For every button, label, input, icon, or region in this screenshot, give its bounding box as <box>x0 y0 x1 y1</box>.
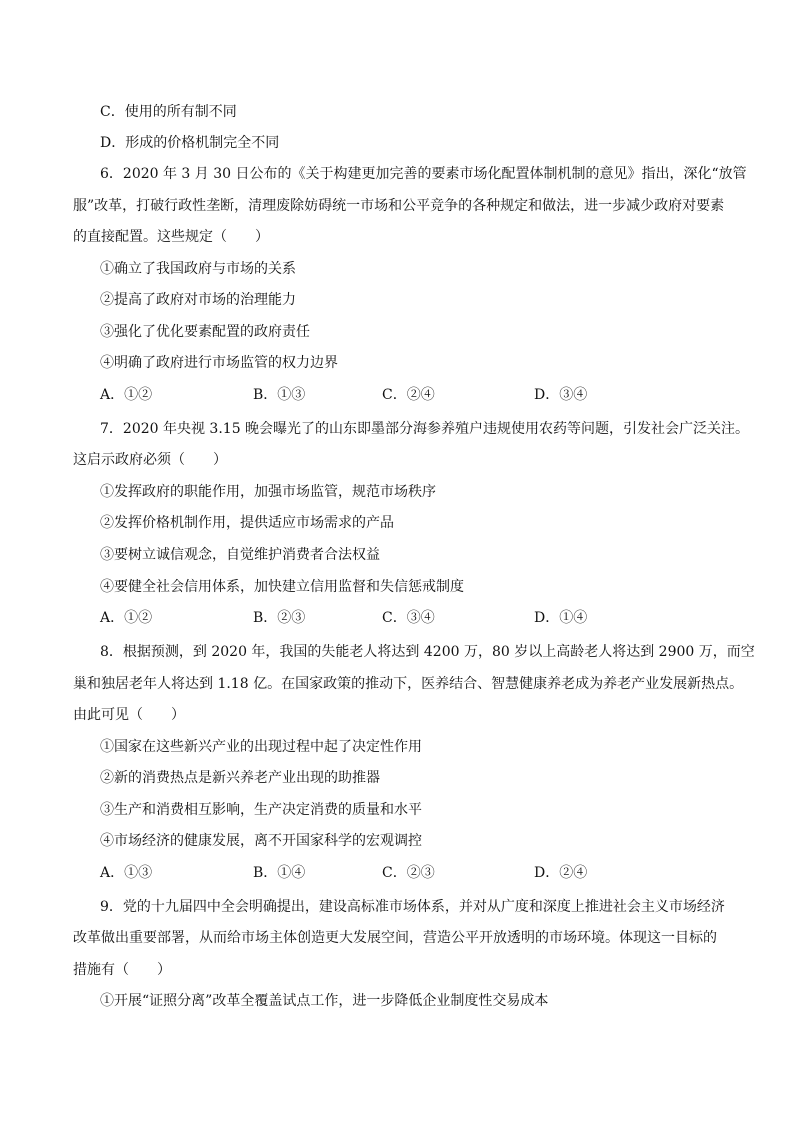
q7-item-1: ①发挥政府的职能作用，加强市场监管，规范市场秩序 <box>100 484 436 500</box>
q6-item-4: ④明确了政府进行市场监管的权力边界 <box>100 355 338 371</box>
q8-stem-line-2: 巢和独居老年人将达到 1.18 亿。在国家政策的推动下，医养结合、智慧健康养老成为养老产业发展新热点。 <box>73 676 744 692</box>
q8-stem-line-3: 由此可见（ ） <box>73 707 185 723</box>
q8-choice-c: C．②③ <box>382 865 435 881</box>
q7-choice-d: D．①④ <box>534 610 588 626</box>
q8-item-3: ③生产和消费相互影响，生产决定消费的质量和水平 <box>100 802 422 818</box>
q8-item-2: ②新的消费热点是新兴养老产业出现的助推器 <box>100 770 380 786</box>
q6-item-2: ②提高了政府对市场的治理能力 <box>100 292 296 308</box>
q8-item-1: ①国家在这些新兴产业的出现过程中起了决定性作用 <box>100 739 422 755</box>
q9-stem-line-1: 9．党的十九届四中全会明确提出，建设高标准市场体系，并对从广度和深度上推进社会主义市场经济 <box>100 899 725 915</box>
q9-stem-line-3: 措施有（ ） <box>73 962 171 978</box>
q6-stem-line-3: 的直接配置。这些规定（ ） <box>73 229 269 245</box>
q7-choice-b: B．②③ <box>253 610 306 626</box>
q8-stem-line-1: 8．根据预测，到 2020 年，我国的失能老人将达到 4200 万，80 岁以上高龄老人将达到 2900 万，而空 <box>100 644 755 660</box>
q7-choice-c: C．③④ <box>382 610 435 626</box>
q7-stem-line-2: 这启示政府必须（ ） <box>73 452 227 468</box>
q8-choice-a: A．①③ <box>100 865 153 881</box>
q7-choice-a: A．①② <box>100 610 153 626</box>
q9-item-1: ①开展“证照分离”改革全覆盖试点工作，进一步降低企业制度性交易成本 <box>100 993 549 1009</box>
q8-item-4: ④市场经济的健康发展，离不开国家科学的宏观调控 <box>100 833 422 849</box>
q7-stem-line-1: 7．2020 年央视 3.15 晚会曝光了的山东即墨部分海参养殖户违规使用农药等问题，引发社会广泛关注。 <box>100 421 750 437</box>
q7-choices <box>100 608 660 628</box>
q6-stem-line-1: 6．2020 年 3 月 30 日公布的《关于构建更加完善的要素市场化配置体制机制的意见》指出，深化“放管 <box>100 166 747 182</box>
q6-choice-c: C．②④ <box>382 387 435 403</box>
q6-item-1: ①确立了我国政府与市场的关系 <box>100 261 296 277</box>
q8-choices <box>100 863 660 883</box>
q9-stem-line-2: 改革做出重要部署，从而给市场主体创造更大发展空间，营造公平开放透明的市场环境。体现这一目标的 <box>73 930 717 946</box>
q7-item-4: ④要健全社会信用体系，加快建立信用监督和失信惩戒制度 <box>100 579 464 595</box>
q6-choice-a: A．①② <box>100 387 153 403</box>
option-d: D．形成的价格机制完全不同 <box>100 135 280 151</box>
q7-item-3: ③要树立诚信观念，自觉维护消费者合法权益 <box>100 547 380 563</box>
option-c: C．使用的所有制不同 <box>100 104 237 120</box>
q8-choice-d: D．②④ <box>534 865 588 881</box>
q6-choices <box>100 385 660 405</box>
q6-choice-d: D．③④ <box>534 387 588 403</box>
q6-item-3: ③强化了优化要素配置的政府责任 <box>100 324 310 340</box>
q7-item-2: ②发挥价格机制作用，提供适应市场需求的产品 <box>100 515 394 531</box>
q6-choice-b: B．①③ <box>253 387 306 403</box>
q6-stem-line-2: 服”改革，打破行政性垄断，清理废除妨碍统一市场和公平竞争的各种规定和做法，进一步减少政府对要素 <box>73 198 725 214</box>
q8-choice-b: B．①④ <box>253 865 306 881</box>
